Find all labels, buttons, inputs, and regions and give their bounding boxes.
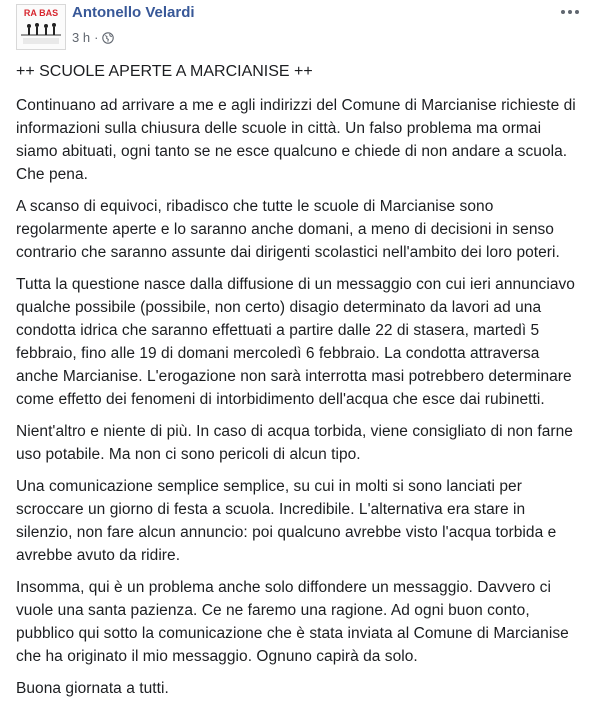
- post-header: [10, 0, 590, 56]
- meta-separator: ·: [94, 30, 99, 45]
- post-paragraph: Continuano ad arrivare a me e agli indirizzi del Comune di Marcianise richieste di informazioni sulla chiusura delle scuole in città. Un falso problema ma ormai siamo abituati, ogni tanto se ne esce qualcuno e chiede di non andare a scuola. Che pena.: [16, 97, 576, 183]
- avatar[interactable]: [16, 4, 66, 50]
- globe-icon: [102, 32, 114, 44]
- avatar-image: [17, 5, 65, 49]
- author-name[interactable]: Antonello Velardi: [72, 4, 195, 21]
- avatar-text: RA BAS: [23, 8, 59, 18]
- post-paragraph: Insomma, qui è un problema anche solo diffondere un messaggio. Davvero ci vuole una santa pazienza. Ce ne faremo una ragione. Ad ogni buon conto, pubblico qui sotto la comunicazione che è stata inviata al Comune di Marcianise che ha originato il mio messaggio. Ognuno capirà da solo.: [16, 579, 569, 665]
- post-content: [10, 62, 590, 700]
- post-paragraph: Tutta la questione nasce dalla diffusione di un messaggio con cui ieri annunciavo qualche possibile (possibile, non certo) disagio determinato da lavori ad una condotta idrica che saranno effettuati a partire dalle 22 di stasera, martedì 5 febbraio, fino alle 19 di domani mercoledì 6 febbraio. La condotta attraversa anche Marcianise. L'erogazione non sarà interrotta masi potrebbero determinare come effetto dei fenomeni di intorbidimento dell'acqua che esce dai rubinetti.: [16, 276, 575, 408]
- post-paragraph: Buona giornata a tutti.: [16, 680, 169, 697]
- more-options-icon[interactable]: [558, 4, 582, 20]
- post-time[interactable]: 3 h: [72, 30, 91, 45]
- post-paragraph: Nient'altro e niente di più. In caso di acqua torbida, viene consigliato di non farne uso potabile. Ma non ci sono pericoli di alcun tipo.: [16, 423, 573, 463]
- post-headline: ++ SCUOLE APERTE A MARCIANISE ++: [16, 63, 313, 80]
- post-meta: [72, 30, 114, 45]
- post-paragraph: Una comunicazione semplice semplice, su cui in molti si sono lanciati per scroccare un giorno di festa a scuola. Incredibile. L'alternativa era stare in silenzio, non fare alcun annuncio: poi qualcuno avrebbe visto l'acqua torbida e avrebbe avuto da ridire.: [16, 478, 557, 564]
- post-paragraph: A scanso di equivoci, ribadisco che tutte le scuole di Marcianise sono regolarmente aperte e lo saranno anche domani, a meno di decisioni in senso contrario che saranno assunte dai dirigenti scolastici nell'ambito dei loro poteri.: [16, 198, 560, 261]
